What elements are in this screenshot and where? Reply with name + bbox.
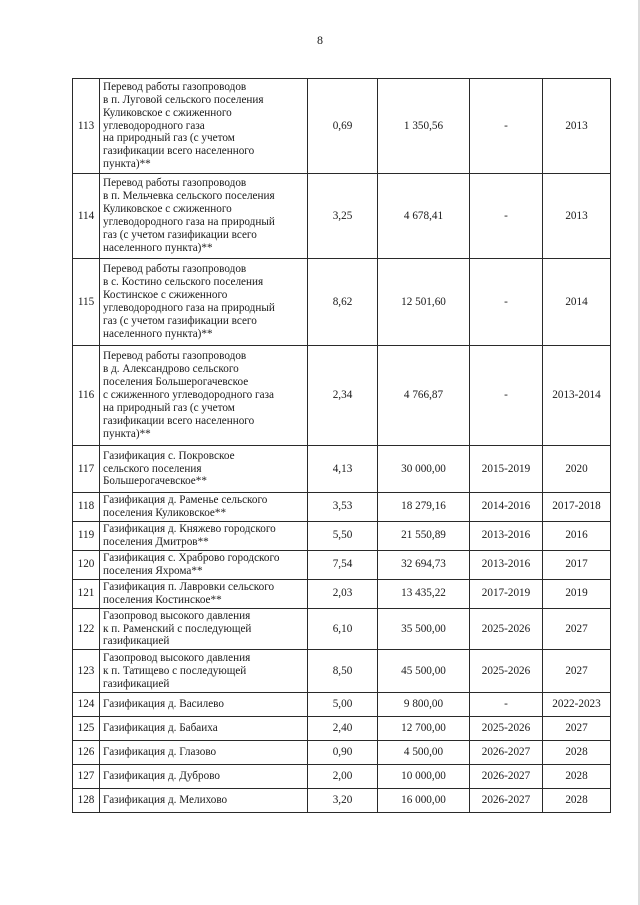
row-number: 118: [73, 493, 100, 522]
table-row: [73, 650, 611, 693]
table-row: [73, 765, 611, 789]
design-period: 2025-2026: [470, 717, 543, 741]
design-period: -: [470, 693, 543, 717]
row-number: 122: [73, 608, 100, 650]
length-km: 3,25: [308, 174, 378, 259]
row-number: 121: [73, 579, 100, 608]
commissioning-year: 2017: [543, 550, 611, 579]
object-name: Газопровод высокого давления к п. Раменский с последующей газификацией: [100, 608, 308, 650]
design-period: -: [470, 174, 543, 259]
cost-value: 35 500,00: [378, 608, 470, 650]
row-number: 115: [73, 259, 100, 346]
row-number: 120: [73, 550, 100, 579]
length-km: 3,53: [308, 493, 378, 522]
length-km: 2,34: [308, 346, 378, 446]
cost-value: 45 500,00: [378, 650, 470, 693]
length-km: 8,50: [308, 650, 378, 693]
object-name: Газификация д. Мелихово: [100, 789, 308, 813]
object-name: Газификация д. Княжево городского поселения Дмитров**: [100, 521, 308, 550]
cost-value: 16 000,00: [378, 789, 470, 813]
length-km: 8,62: [308, 259, 378, 346]
row-number: 123: [73, 650, 100, 693]
cost-value: 18 279,16: [378, 493, 470, 522]
cost-value: 4 500,00: [378, 741, 470, 765]
cost-value: 10 000,00: [378, 765, 470, 789]
length-km: 5,50: [308, 521, 378, 550]
cost-value: 12 501,60: [378, 259, 470, 346]
object-name: Газификация д. Бабаиха: [100, 717, 308, 741]
cost-value: 12 700,00: [378, 717, 470, 741]
table-body: [73, 79, 611, 813]
object-name: Газификация д. Василево: [100, 693, 308, 717]
row-number: 126: [73, 741, 100, 765]
commissioning-year: 2027: [543, 608, 611, 650]
design-period: -: [470, 259, 543, 346]
row-number: 127: [73, 765, 100, 789]
design-period: 2017-2019: [470, 579, 543, 608]
commissioning-year: 2022-2023: [543, 693, 611, 717]
length-km: 0,90: [308, 741, 378, 765]
commissioning-year: 2016: [543, 521, 611, 550]
table-row: [73, 521, 611, 550]
design-period: 2026-2027: [470, 765, 543, 789]
object-name: Перевод работы газопроводов в с. Костино сельского поселения Костинское с сжиженного углеводородного газа на природный газ (с учетом газификации всего населенного пункта)**: [100, 259, 308, 346]
design-period: 2025-2026: [470, 608, 543, 650]
table-row: [73, 174, 611, 259]
object-name: Газификация д. Глазово: [100, 741, 308, 765]
table-row: [73, 579, 611, 608]
row-number: 113: [73, 79, 100, 174]
object-name: Газификация п. Лавровки сельского поселения Костинское**: [100, 579, 308, 608]
table-row: [73, 717, 611, 741]
design-period: 2015-2019: [470, 446, 543, 493]
row-number: 116: [73, 346, 100, 446]
cost-value: 9 800,00: [378, 693, 470, 717]
commissioning-year: 2013: [543, 79, 611, 174]
cost-value: 4 766,87: [378, 346, 470, 446]
table-row: [73, 693, 611, 717]
length-km: 4,13: [308, 446, 378, 493]
commissioning-year: 2027: [543, 717, 611, 741]
table-row: [73, 259, 611, 346]
row-number: 124: [73, 693, 100, 717]
cost-value: 13 435,22: [378, 579, 470, 608]
length-km: 7,54: [308, 550, 378, 579]
commissioning-year: 2017-2018: [543, 493, 611, 522]
row-number: 128: [73, 789, 100, 813]
cost-value: 32 694,73: [378, 550, 470, 579]
length-km: 2,03: [308, 579, 378, 608]
row-number: 117: [73, 446, 100, 493]
table-row: [73, 608, 611, 650]
commissioning-year: 2013: [543, 174, 611, 259]
object-name: Перевод работы газопроводов в д. Александрово сельского поселения Большерогачевское с сжиженного углеводородного газа на природный газ (с учетом газификации всего населенного пункта)**: [100, 346, 308, 446]
length-km: 3,20: [308, 789, 378, 813]
table-row: [73, 550, 611, 579]
row-number: 125: [73, 717, 100, 741]
cost-value: 1 350,56: [378, 79, 470, 174]
length-km: 2,40: [308, 717, 378, 741]
object-name: Газопровод высокого давления к п. Татищево с последующей газификацией: [100, 650, 308, 693]
table-row: [73, 446, 611, 493]
commissioning-year: 2028: [543, 789, 611, 813]
design-period: 2026-2027: [470, 741, 543, 765]
gasification-table: [72, 78, 611, 813]
object-name: Газификация д. Раменье сельского поселения Куликовское**: [100, 493, 308, 522]
length-km: 0,69: [308, 79, 378, 174]
table-row: [73, 789, 611, 813]
row-number: 119: [73, 521, 100, 550]
commissioning-year: 2019: [543, 579, 611, 608]
table-row: [73, 741, 611, 765]
object-name: Газификация с. Храброво городского поселения Яхрома**: [100, 550, 308, 579]
object-name: Газификация д. Дуброво: [100, 765, 308, 789]
page-number: 8: [317, 33, 323, 47]
design-period: -: [470, 346, 543, 446]
design-period: 2014-2016: [470, 493, 543, 522]
table-row: [73, 79, 611, 174]
design-period: 2013-2016: [470, 550, 543, 579]
design-period: -: [470, 79, 543, 174]
design-period: 2025-2026: [470, 650, 543, 693]
cost-value: 4 678,41: [378, 174, 470, 259]
design-period: 2013-2016: [470, 521, 543, 550]
commissioning-year: 2013-2014: [543, 346, 611, 446]
cost-value: 30 000,00: [378, 446, 470, 493]
length-km: 2,00: [308, 765, 378, 789]
commissioning-year: 2028: [543, 741, 611, 765]
row-number: 114: [73, 174, 100, 259]
object-name: Газификация с. Покровское сельского поселения Большерогачевское**: [100, 446, 308, 493]
object-name: Перевод работы газопроводов в п. Мельчевка сельского поселения Куликовское с сжиженного углеводородного газа на природный газ (с учетом газификации всего населенного пункта)**: [100, 174, 308, 259]
commissioning-year: 2014: [543, 259, 611, 346]
table-row: [73, 493, 611, 522]
table-row: [73, 346, 611, 446]
commissioning-year: 2028: [543, 765, 611, 789]
design-period: 2026-2027: [470, 789, 543, 813]
commissioning-year: 2027: [543, 650, 611, 693]
commissioning-year: 2020: [543, 446, 611, 493]
object-name: Перевод работы газопроводов в п. Луговой сельского поселения Куликовское с сжиженного углеводородного газа на природный газ (с учетом газификации всего населенного пункта)**: [100, 79, 308, 174]
cost-value: 21 550,89: [378, 521, 470, 550]
length-km: 5,00: [308, 693, 378, 717]
length-km: 6,10: [308, 608, 378, 650]
